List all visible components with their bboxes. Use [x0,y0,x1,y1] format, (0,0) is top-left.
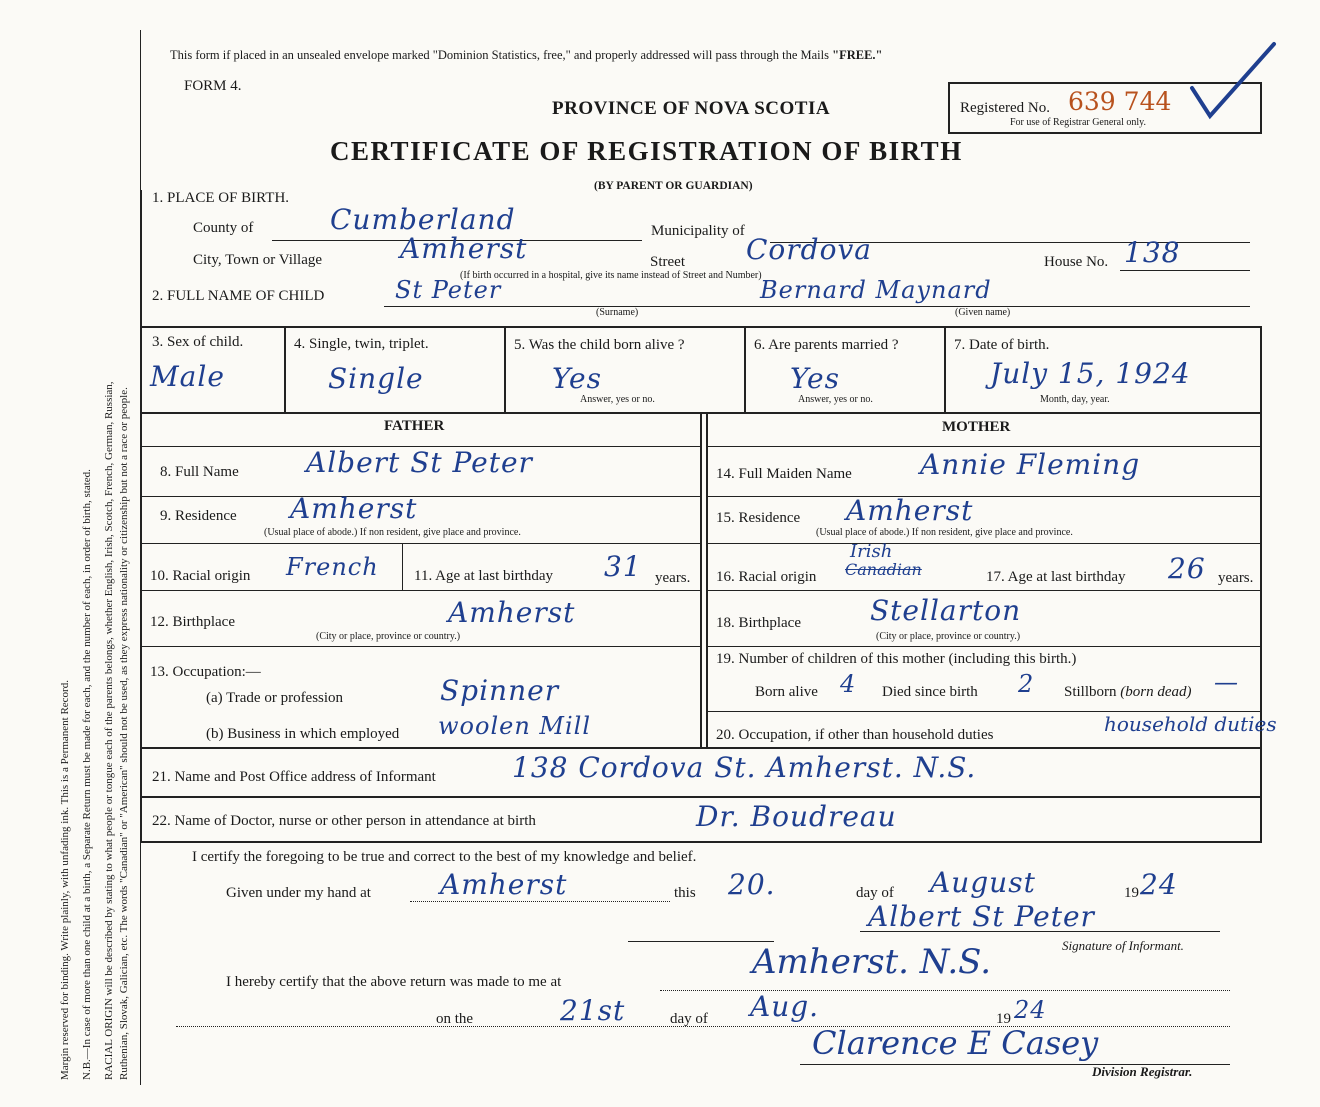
registrar-certify-text: I hereby certify that the above return was made to me at [226,974,562,990]
single-value: Single [328,362,424,395]
father-name-value: Albert St Peter [306,446,533,479]
given-place: Amherst [440,868,568,901]
mother-racial-struck: Canadian [845,560,922,579]
mother-birthplace-caption: (City or place, province or country.) [876,631,1021,642]
father-birthplace-value: Amherst [448,596,576,629]
father-heading: FATHER [384,418,445,434]
given-caption: (Given name) [955,307,1011,318]
dob-caption: Month, day, year. [1040,394,1110,405]
house-value: 138 [1124,236,1181,269]
day-of-label: day of [856,885,894,901]
mother-occupation-value: household duties [1104,712,1277,736]
this-label: this [674,885,696,901]
mother-age-unit: years. [1218,570,1254,586]
registrar-day-of-label: day of [670,1011,708,1027]
stillborn-label: Stillborn (born dead) [1064,684,1192,700]
child-name-label: 2. FULL NAME OF CHILD [152,288,325,304]
mother-birthplace-label: 18. Birthplace [716,615,801,631]
day-value: 20. [728,868,776,901]
mail-note: This form if placed in an unsealed envelope marked "Dominion Statistics, free," and properly addressed will pass through the Mails "FREE." [170,48,883,62]
certificate-subtitle: (BY PARENT OR GUARDIAN) [594,180,753,192]
dob-label: 7. Date of birth. [954,337,1050,353]
mother-name-label: 14. Full Maiden Name [716,466,852,482]
alive-value: Yes [552,362,602,395]
signature-caption: Signature of Informant. [1062,938,1184,953]
county-label: County of [193,220,254,236]
side-note-multiple-birth: N.B.—In case of more than one child at a birth, a Separate Return must be made for each, and the number of each, in order of birth, stated. [81,469,93,1080]
mother-age-label: 17. Age at last birthday [986,569,1126,585]
certify-text: I certify the foregoing to be true and correct to the best of my knowledge and belief. [192,849,697,865]
registrar-day-value: 21st [560,994,626,1027]
place-of-birth-heading: 1. PLACE OF BIRTH. [152,190,290,206]
father-age-unit: years. [655,570,691,586]
married-label: 6. Are parents married ? [754,337,899,353]
mother-age-value: 26 [1168,552,1206,585]
father-residence-value: Amherst [290,492,418,525]
mother-residence-caption: (Usual place of abode.) If non resident, give place and province. [816,527,1073,538]
married-caption: Answer, yes or no. [798,394,873,405]
on-the-label: on the [436,1011,474,1027]
died-value: 2 [1018,670,1035,698]
father-birthplace-caption: (City or place, province or country.) [316,631,461,642]
father-business-label: (b) Business in which employed [206,726,400,742]
mother-occupation-label: 20. Occupation, if other than household duties [716,727,994,743]
mother-residence-value: Amherst [846,494,974,527]
street-label: Street [650,254,685,270]
sex-value: Male [150,360,225,393]
year-prefix: 19 [1124,885,1139,901]
registrar-year-value: 24 [1014,996,1047,1024]
mother-heading: MOTHER [942,419,1011,435]
single-label: 4. Single, twin, triplet. [294,336,429,352]
born-alive-label: Born alive [755,684,818,700]
side-note-racial-origin-cont: Ruthenian, Slovak, Galician, etc. The words "Canadian" or "American" should not be used, as they express nationality or citizenship but not a race or people. [118,387,130,1080]
doctor-label: 22. Name of Doctor, nurse or other person in attendance at birth [152,813,536,829]
child-given-name: Bernard Maynard [760,276,992,304]
registered-label: Registered No. [960,100,1050,116]
informant-value: 138 Cordova St. Amherst. N.S. [512,751,977,784]
father-racial-value: French [286,553,379,581]
year-value: 24 [1140,868,1178,901]
father-business-value: woolen Mill [438,712,592,740]
month-value: August [930,866,1036,899]
registrar-caption: Division Registrar. [1092,1064,1193,1079]
house-label: House No. [1044,254,1109,270]
registrar-place: Amherst. N.S. [752,942,992,982]
certificate-title: CERTIFICATE OF REGISTRATION OF BIRTH [330,136,963,166]
father-age-value: 31 [604,550,642,583]
city-label: City, Town or Village [193,252,323,268]
sex-label: 3. Sex of child. [152,334,244,350]
dob-value: July 15, 1924 [990,357,1191,390]
mother-birthplace-value: Stellarton [870,594,1022,627]
form-number: FORM 4. [184,78,242,94]
father-birthplace-label: 12. Birthplace [150,614,235,630]
alive-label: 5. Was the child born alive ? [514,337,685,353]
registrar-month-value: Aug. [750,990,820,1023]
street-value: Cordova [746,233,872,266]
father-residence-label: 9. Residence [160,508,237,524]
county-value: Cumberland [330,203,516,236]
father-racial-label: 10. Racial origin [150,568,251,584]
registered-number: 639 744 [1068,87,1172,116]
municipality-label: Municipality of [651,223,745,239]
died-label: Died since birth [882,684,978,700]
stillborn-value: — [1214,668,1239,696]
doctor-value: Dr. Boudreau [696,800,897,833]
frame-left [140,190,142,842]
city-value: Amherst [400,232,528,265]
born-alive-value: 4 [840,670,857,698]
informant-signature: Albert St Peter [868,900,1095,933]
father-name-label: 8. Full Name [160,464,239,480]
father-occupation-label: 13. Occupation:— [150,664,261,680]
father-residence-caption: (Usual place of abode.) If non resident, give place and province. [264,527,521,538]
registrar-note: For use of Registrar General only. [1010,117,1146,128]
surname-caption: (Surname) [596,307,639,318]
informant-label: 21. Name and Post Office address of Informant [152,769,436,785]
mother-name-value: Annie Fleming [920,448,1141,481]
registrar-year-prefix: 19 [996,1011,1011,1027]
mother-racial-label: 16. Racial origin [716,569,817,585]
province-heading: PROVINCE OF NOVA SCOTIA [552,98,831,119]
registrar-signature: Clarence E Casey [812,1024,1099,1062]
father-trade-label: (a) Trade or profession [206,690,344,706]
mother-racial-value: Irish [850,541,893,562]
mother-residence-label: 15. Residence [716,510,801,526]
side-note-racial-origin: RACIAL ORIGIN will be described by stating to what people or tongue each of the parents belongs, whether English, Irish, Scotch, French, German, Russian, [103,381,115,1080]
given-label: Given under my hand at [226,885,371,901]
hospital-note: (If birth occurred in a hospital, give its name instead of Street and Number) [460,270,762,281]
child-surname: St Peter [395,276,502,304]
married-value: Yes [790,362,840,395]
mother-children-label: 19. Number of children of this mother (including this birth.) [716,651,1077,667]
father-age-label: 11. Age at last birthday [414,568,553,584]
side-note-permanent-record: Margin reserved for binding. Write plainly, with unfading ink. This is a Permanent Record. [59,680,71,1080]
alive-caption: Answer, yes or no. [580,394,655,405]
checkmark-icon [1188,38,1280,128]
father-trade-value: Spinner [440,674,560,707]
